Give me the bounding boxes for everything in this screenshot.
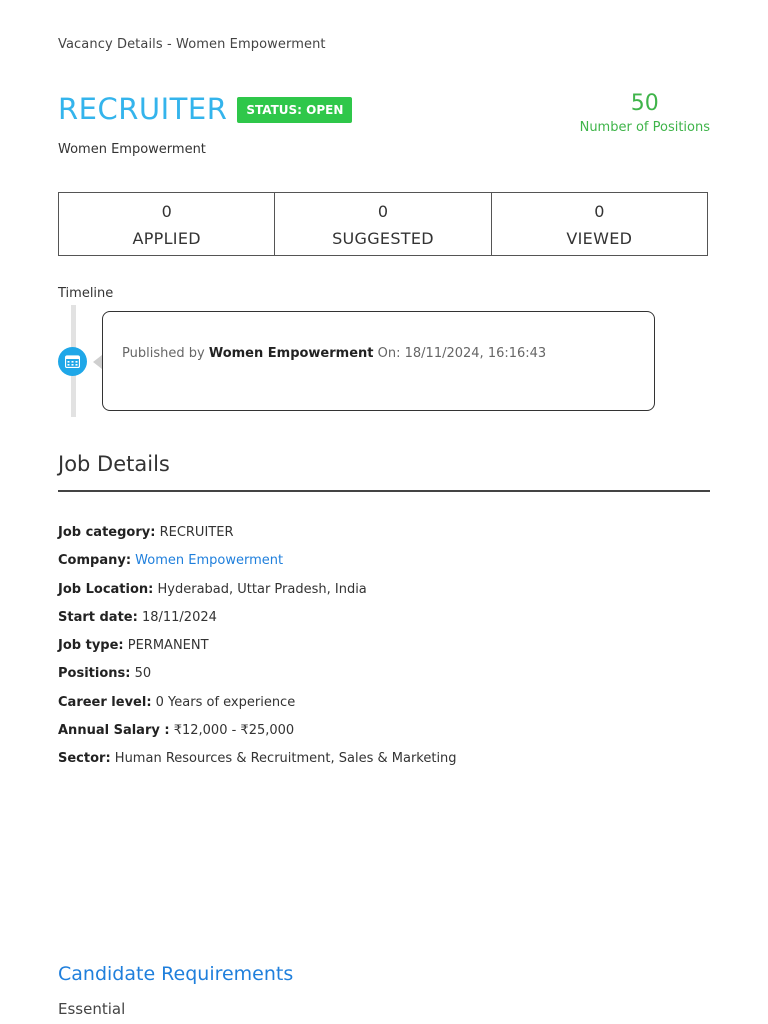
breadcrumb: Vacancy Details - Women Empowerment bbox=[58, 37, 326, 52]
detail-value: Hyderabad, Uttar Pradesh, India bbox=[157, 581, 367, 597]
stat-value: 0 bbox=[161, 202, 172, 221]
detail-job-category bbox=[58, 523, 457, 551]
detail-job-location bbox=[58, 580, 457, 608]
timeline-pointer bbox=[93, 355, 102, 369]
stat-label: APPLIED bbox=[132, 229, 201, 248]
detail-value: 18/11/2024 bbox=[141, 609, 217, 625]
positions-label: Number of Positions bbox=[579, 120, 710, 135]
stat-value: 0 bbox=[594, 202, 605, 221]
detail-key: Annual Salary : bbox=[58, 722, 170, 738]
timeline-label: Timeline bbox=[58, 286, 114, 301]
detail-value: PERMANENT bbox=[127, 638, 209, 653]
detail-value: 0 Years of experience bbox=[155, 694, 296, 710]
published-by-prefix: Published by bbox=[122, 346, 205, 361]
stat-viewed bbox=[492, 193, 707, 255]
status-badge: STATUS: OPEN bbox=[237, 97, 352, 123]
stat-label: SUGGESTED bbox=[332, 229, 434, 248]
timeline-dot bbox=[58, 347, 87, 376]
detail-job-type bbox=[58, 636, 457, 664]
candidate-requirements-title: Candidate Requirements bbox=[58, 963, 294, 985]
requirements-subtitle: Essential bbox=[58, 1000, 126, 1018]
detail-key: Job type: bbox=[58, 638, 124, 653]
detail-key: Start date: bbox=[58, 609, 138, 625]
detail-start-date bbox=[58, 608, 457, 636]
company-subtitle: Women Empowerment bbox=[58, 142, 206, 157]
detail-value: Human Resources & Recruitment, Sales & Marketing bbox=[114, 751, 457, 766]
page-title: RECRUITER bbox=[58, 92, 228, 126]
publisher-name: Women Empowerment bbox=[208, 346, 374, 361]
detail-value: RECRUITER bbox=[159, 525, 234, 540]
detail-sector bbox=[58, 749, 457, 777]
job-details-title: Job Details bbox=[58, 452, 170, 476]
stat-label: VIEWED bbox=[566, 229, 633, 248]
detail-key: Job category: bbox=[58, 525, 156, 540]
company-link[interactable]: Women Empowerment bbox=[135, 553, 284, 569]
detail-annual-salary bbox=[58, 721, 457, 749]
stat-value: 0 bbox=[377, 202, 389, 221]
detail-company bbox=[58, 551, 457, 579]
stat-suggested bbox=[275, 193, 491, 255]
positions-count: 50 bbox=[630, 91, 659, 116]
section-divider bbox=[58, 490, 710, 492]
detail-key: Job Location: bbox=[58, 581, 154, 597]
detail-key: Sector: bbox=[58, 751, 111, 766]
detail-career-level bbox=[58, 693, 457, 721]
title-row bbox=[58, 92, 352, 126]
detail-value: ₹12,000 - ₹25,000 bbox=[173, 722, 295, 738]
detail-key: Company: bbox=[58, 553, 132, 569]
detail-positions bbox=[58, 664, 457, 692]
published-on: On: 18/11/2024, 16:16:43 bbox=[377, 346, 547, 361]
stats-table bbox=[58, 192, 708, 256]
detail-key: Career level: bbox=[58, 694, 152, 710]
stat-applied bbox=[59, 193, 275, 255]
detail-value: 50 bbox=[134, 666, 152, 682]
timeline-card bbox=[102, 311, 655, 411]
job-details-list bbox=[58, 523, 457, 777]
detail-key: Positions: bbox=[58, 666, 131, 682]
positions-summary bbox=[580, 90, 710, 135]
calendar-icon bbox=[65, 355, 80, 368]
